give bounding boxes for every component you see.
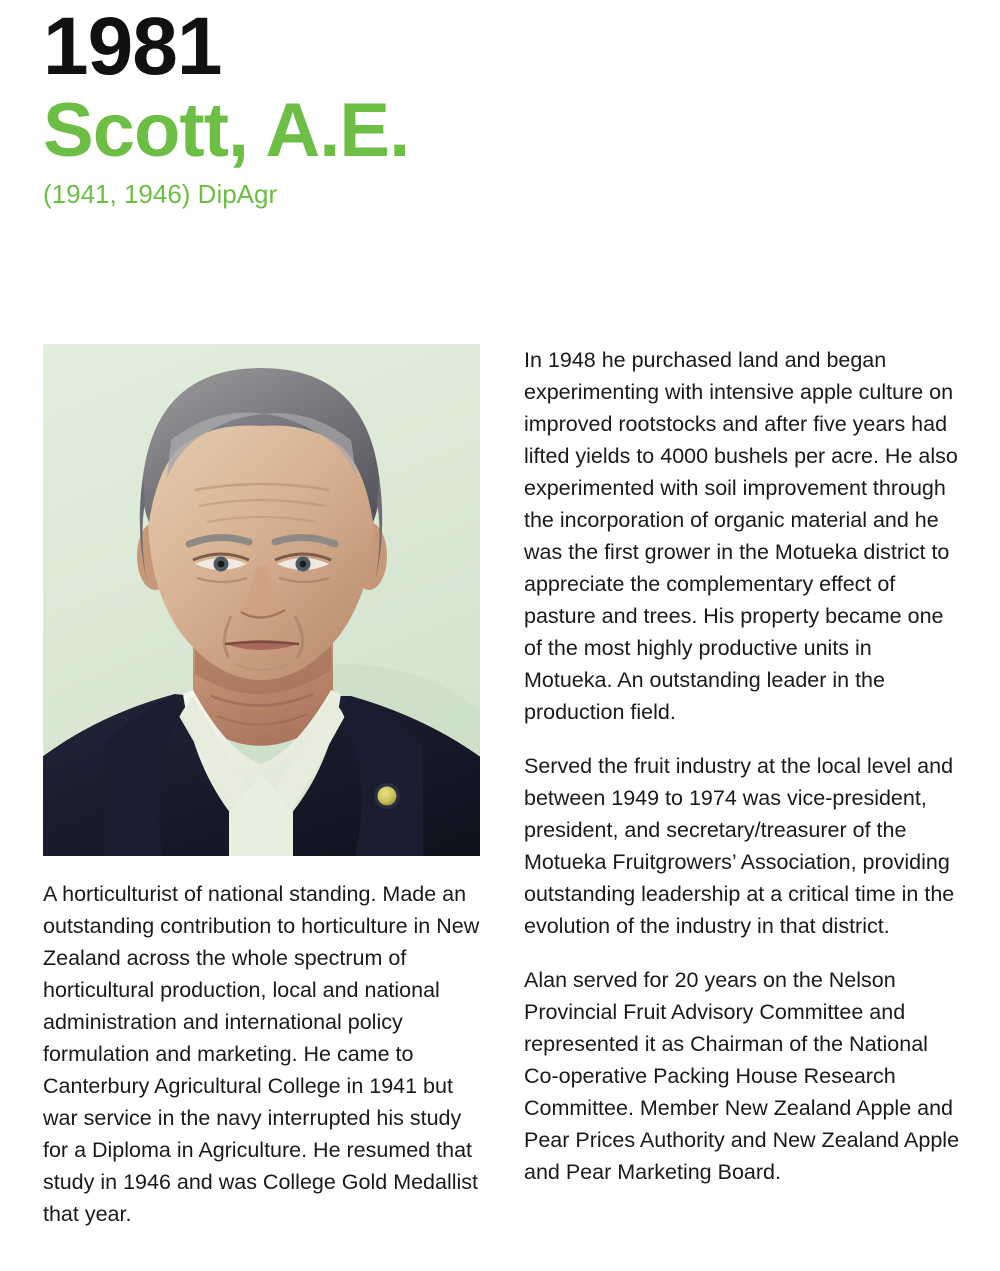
left-paragraph: A horticulturist of national standing. Made an outstanding contribution to horticulture in New Zealand across the whole spectrum of horticultural production, local and national administration and international policy formulation and marketing. He came to Canterbury Agricultural College in 1941 but war service in the navy interrupted his study for a Diploma in Agriculture. He resumed that study in 1946 and was College Gold Medallist that year. <box>43 882 480 1226</box>
credentials-line: (1941, 1946) DipAgr <box>43 178 278 209</box>
portrait-illustration <box>43 344 480 856</box>
right-paragraph-3: Alan served for 20 years on the Nelson Provincial Fruit Advisory Committee and represented it as Chairman of the National Co-operative Packing House Research Committee. Member New Zealand Apple and Pear Prices Authority and New Zealand Apple and Pear Marketing Board. <box>524 968 960 1184</box>
page-header <box>43 1 803 210</box>
award-year: 1981 <box>43 1 222 92</box>
page-title: Scott, A.E. <box>43 87 410 173</box>
left-column <box>43 344 480 1252</box>
right-paragraph-1: In 1948 he purchased land and began experimenting with intensive apple culture on improved rootstocks and after five years had lifted yields to 4000 bushels per acre. He also experimented with soil improvement through the incorporation of organic material and he was the first grower in the Motueka district to appreciate the complementary effect of pasture and trees. His property became one of the most highly productive units in Motueka. An outstanding leader in the production field. <box>524 348 958 724</box>
right-column <box>524 344 962 1210</box>
portrait-photo <box>43 344 480 856</box>
right-paragraph-2: Served the fruit industry at the local level and between 1949 to 1974 was vice-president, president, and secretary/treasurer of the Motueka Fruitgrowers’ Association, providing outstanding leadership at a critical time in the evolution of the industry in that district. <box>524 754 955 938</box>
